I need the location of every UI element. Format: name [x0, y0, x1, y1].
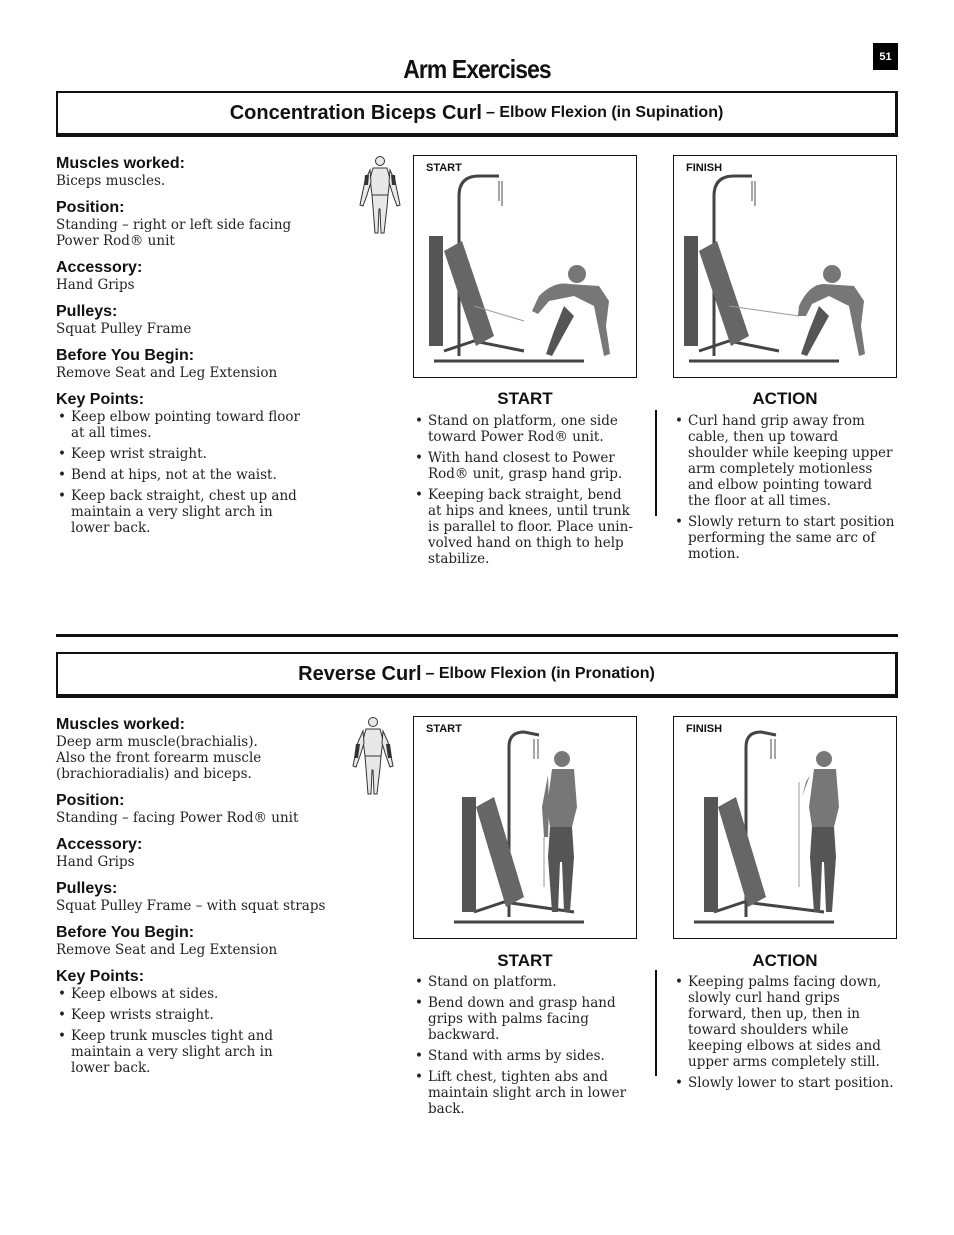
start-steps-list	[413, 413, 633, 572]
action-title: ACTION	[752, 951, 818, 970]
list-item: • Keeping palms facing down, slowly curl hand grips forward, then up, then in toward shoulders while keeping elbows at sides and upper arms completely still.	[673, 974, 898, 1070]
muscles-value: Biceps muscles.	[56, 173, 166, 189]
list-item: • Bend down and grasp hand grips with palms facing backward.	[413, 995, 633, 1043]
keypoints-label: Key Points:	[56, 391, 145, 408]
page-title: Arm Exercises	[403, 54, 551, 84]
list-item: • Keep back straight, chest up and maintain a very slight arch in lower back.	[56, 488, 301, 536]
photo-label: START	[426, 162, 462, 174]
pulleys-label: Pulleys:	[56, 880, 118, 897]
section-title: Concentration Biceps Curl	[229, 101, 482, 124]
list-item: • Keeping back straight, bend at hips and knees, until trunk is parallel to floor. Place uninvolved hand on thigh to help stabilize.	[413, 487, 633, 567]
section-title: Reverse Curl	[298, 662, 422, 685]
before-label: Before You Begin:	[56, 924, 195, 941]
start-title: START	[497, 951, 553, 970]
keypoints-label: Key Points:	[56, 968, 145, 985]
section-header	[56, 652, 898, 698]
photo-label: FINISH	[686, 162, 723, 174]
list-item: • Keep wrists straight.	[56, 1007, 281, 1023]
list-item: • Slowly return to start position performing the same arc of motion.	[673, 514, 898, 562]
pulleys-value: Squat Pulley Frame – with squat straps	[56, 898, 326, 914]
action-steps-list	[673, 413, 898, 567]
page-number: 51	[873, 43, 898, 70]
muscle-figure-icon	[357, 155, 403, 235]
section-header	[56, 91, 898, 137]
keypoints-list	[56, 409, 301, 536]
list-item: • Curl hand grip away from cable, then up toward shoulder while keeping upper arm completely motionless and elbow pointing toward the floor at all times.	[673, 413, 898, 509]
pulleys-label: Pulleys:	[56, 303, 118, 320]
list-item: • Lift chest, tighten abs and maintain slight arch in lower back.	[413, 1069, 633, 1117]
accessory-value: Hand Grips	[56, 854, 135, 870]
list-item: • Stand on platform.	[413, 974, 633, 990]
column-divider	[655, 970, 657, 1076]
exercise-photo-icon	[414, 156, 637, 378]
action-steps-list	[673, 974, 898, 1096]
photo-label: START	[426, 723, 462, 735]
exercise-photo-icon	[414, 717, 637, 939]
list-item: • Stand on platform, one side toward Power Rod® unit.	[413, 413, 633, 445]
section-subtitle: – Elbow Flexion (in Supination)	[485, 104, 724, 121]
list-item: • Keep wrist straight.	[56, 446, 301, 462]
muscle-figure-icon	[350, 716, 396, 796]
before-label: Before You Begin:	[56, 347, 195, 364]
section-divider	[56, 634, 898, 637]
muscles-label: Muscles worked:	[56, 716, 185, 733]
list-item: • Stand with arms by sides.	[413, 1048, 633, 1064]
column-divider	[655, 410, 657, 516]
accessory-label: Accessory:	[56, 259, 143, 276]
list-item: • With hand closest to Power Rod® unit, grasp hand grip.	[413, 450, 633, 482]
photo-start	[413, 716, 637, 939]
list-item: • Keep elbows at sides.	[56, 986, 281, 1002]
accessory-value: Hand Grips	[56, 277, 135, 293]
exercise-details	[56, 155, 356, 541]
exercise-photo-icon	[674, 717, 897, 939]
start-steps-list	[413, 974, 633, 1122]
photo-finish	[673, 155, 897, 378]
before-value: Remove Seat and Leg Extension	[56, 365, 278, 381]
muscles-value: Deep arm muscle(brachialis). Also the front forearm muscle (brachioradialis) and biceps.	[56, 734, 262, 782]
action-title: ACTION	[752, 389, 818, 408]
list-item: • Slowly lower to start position.	[673, 1075, 898, 1091]
accessory-label: Accessory:	[56, 836, 143, 853]
position-value: Standing – right or left side facing Power Rod® unit	[56, 217, 292, 249]
exercise-photo-icon	[674, 156, 897, 378]
position-label: Position:	[56, 199, 125, 216]
photo-start	[413, 155, 637, 378]
section-subtitle: – Elbow Flexion (in Pronation)	[425, 665, 655, 682]
photo-finish	[673, 716, 897, 939]
muscles-label: Muscles worked:	[56, 155, 185, 172]
position-label: Position:	[56, 792, 125, 809]
list-item: • Keep elbow pointing toward floor at all times.	[56, 409, 301, 441]
position-value: Standing – facing Power Rod® unit	[56, 810, 299, 826]
before-value: Remove Seat and Leg Extension	[56, 942, 278, 958]
pulleys-value: Squat Pulley Frame	[56, 321, 192, 337]
list-item: • Bend at hips, not at the waist.	[56, 467, 301, 483]
photo-label: FINISH	[686, 723, 723, 735]
list-item: • Keep trunk muscles tight and maintain a very slight arch in lower back.	[56, 1028, 281, 1076]
exercise-details	[56, 716, 356, 1081]
keypoints-list	[56, 986, 281, 1076]
start-title: START	[497, 389, 553, 408]
